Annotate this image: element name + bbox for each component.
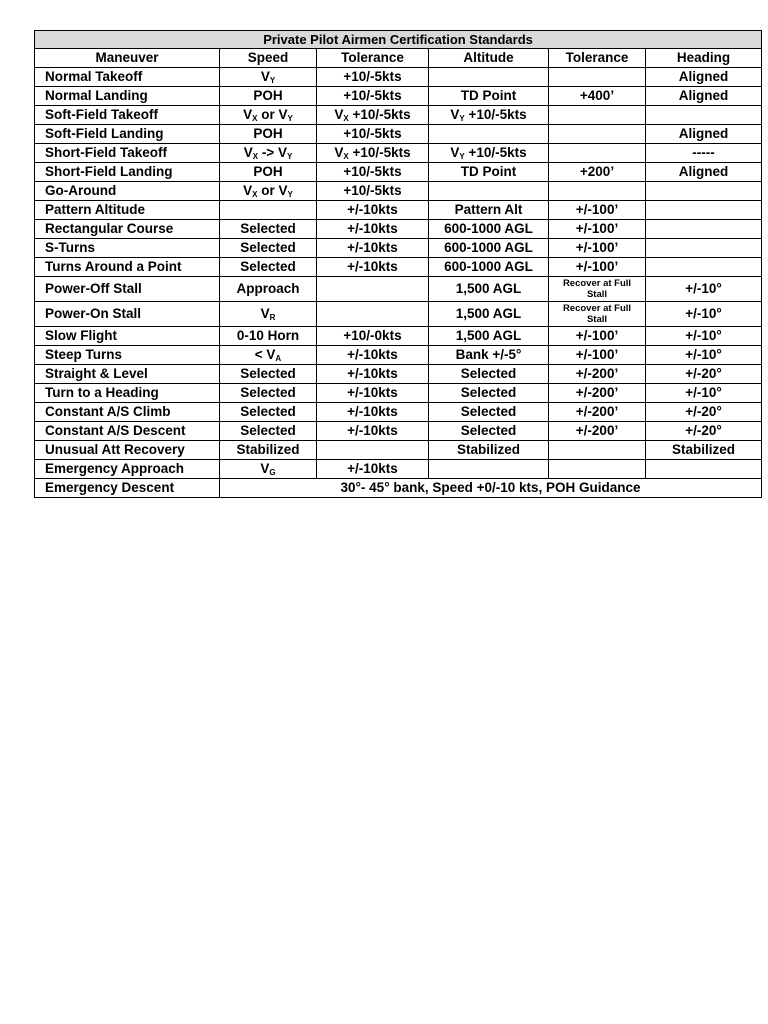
cell-speed <box>220 125 317 144</box>
cell-altitude-text: TD Point <box>460 164 517 179</box>
cell-speed <box>220 384 317 403</box>
cell-speed <box>220 460 317 479</box>
cell-altitude-tolerance <box>549 460 646 479</box>
cell-heading: +/-20° <box>646 365 762 384</box>
cell-speed-tolerance-text: V <box>334 107 344 122</box>
table-row <box>35 125 762 144</box>
cell-speed <box>220 327 317 346</box>
cell-speed-tolerance <box>317 239 429 258</box>
cell-maneuver: Turns Around a Point <box>35 258 220 277</box>
cell-heading <box>646 258 762 277</box>
cell-speed <box>220 441 317 460</box>
cell-speed-tolerance <box>317 201 429 220</box>
cell-heading: ----- <box>646 144 762 163</box>
cell-altitude-tolerance: +/-200’ <box>549 365 646 384</box>
cell-maneuver: Straight & Level <box>35 365 220 384</box>
cell-altitude <box>429 220 549 239</box>
cell-altitude <box>429 144 549 163</box>
cell-speed-subscript: R <box>269 313 276 322</box>
table-row <box>35 87 762 106</box>
cell-altitude-text: V <box>450 107 460 122</box>
cell-maneuver: Short-Field Landing <box>35 163 220 182</box>
cell-maneuver: Short-Field Takeoff <box>35 144 220 163</box>
cell-altitude <box>429 277 549 302</box>
cell-altitude <box>429 365 549 384</box>
cell-speed-tolerance-text: +10/-5kts <box>343 164 402 179</box>
cell-heading <box>646 460 762 479</box>
cell-speed-subscript: X <box>252 152 259 161</box>
cell-speed <box>220 201 317 220</box>
cell-heading: Aligned <box>646 68 762 87</box>
cell-merged-note: 30°- 45° bank, Speed +0/-10 kts, POH Guidance <box>220 479 762 498</box>
table-row <box>35 403 762 422</box>
cell-speed <box>220 68 317 87</box>
table-row <box>35 422 762 441</box>
cell-altitude-subscript: Y <box>459 152 465 161</box>
cell-speed-text: 0-10 Horn <box>236 328 300 343</box>
cell-altitude <box>429 346 549 365</box>
cell-altitude-tolerance <box>549 441 646 460</box>
cell-altitude-text: +10/-5kts <box>464 145 527 160</box>
cell-altitude-text: 1,500 AGL <box>455 328 522 343</box>
cell-speed-text: Selected <box>240 423 296 438</box>
acs-table <box>34 30 762 498</box>
cell-maneuver: Rectangular Course <box>35 220 220 239</box>
cell-altitude-text: TD Point <box>460 88 517 103</box>
cell-speed-text: POH <box>253 126 283 141</box>
cell-altitude <box>429 125 549 144</box>
cell-altitude-text: Stabilized <box>456 442 520 457</box>
cell-speed-text: V <box>243 183 253 198</box>
cell-maneuver: Constant A/S Climb <box>35 403 220 422</box>
cell-altitude-tolerance: +/-100’ <box>549 239 646 258</box>
table-row <box>35 302 762 327</box>
cell-speed-text: Selected <box>240 404 296 419</box>
cell-altitude-tolerance: +/-100’ <box>549 346 646 365</box>
cell-maneuver: Normal Landing <box>35 87 220 106</box>
cell-speed-tolerance-text: V <box>334 145 344 160</box>
cell-speed-tolerance <box>317 327 429 346</box>
cell-speed-tolerance <box>317 87 429 106</box>
cell-speed-subscript: X <box>252 114 258 123</box>
cell-altitude-text: Selected <box>460 366 517 381</box>
cell-altitude <box>429 403 549 422</box>
cell-maneuver: Go-Around <box>35 182 220 201</box>
cell-speed-text: V <box>243 107 253 122</box>
cell-speed-tolerance-text: +/-10kts <box>347 259 398 274</box>
cell-heading: Aligned <box>646 163 762 182</box>
cell-heading: +/-20° <box>646 422 762 441</box>
cell-altitude <box>429 460 549 479</box>
cell-altitude <box>429 201 549 220</box>
header-altitude-tolerance: Tolerance <box>549 49 646 68</box>
cell-speed-text: Selected <box>240 221 296 236</box>
cell-heading <box>646 106 762 125</box>
cell-maneuver: S-Turns <box>35 239 220 258</box>
cell-altitude <box>429 258 549 277</box>
cell-speed-tolerance <box>317 106 429 125</box>
header-speed: Speed <box>220 49 317 68</box>
table-row <box>35 277 762 302</box>
cell-heading <box>646 239 762 258</box>
cell-speed-text: or V <box>257 107 288 122</box>
cell-maneuver: Soft-Field Takeoff <box>35 106 220 125</box>
cell-speed-tolerance-text: +/-10kts <box>347 461 398 476</box>
cell-heading: +/-10° <box>646 277 762 302</box>
cell-maneuver: Power-Off Stall <box>35 277 220 302</box>
cell-altitude-text: 600-1000 AGL <box>444 240 533 255</box>
cell-speed <box>220 87 317 106</box>
cell-altitude-tolerance <box>549 144 646 163</box>
cell-altitude-tolerance <box>549 68 646 87</box>
cell-speed <box>220 182 317 201</box>
cell-speed-tolerance <box>317 365 429 384</box>
cell-speed <box>220 302 317 327</box>
cell-heading: Stabilized <box>646 441 762 460</box>
cell-maneuver: Normal Takeoff <box>35 68 220 87</box>
cell-altitude-text: Selected <box>460 385 517 400</box>
cell-altitude-subscript: Y <box>459 114 465 123</box>
cell-altitude-tolerance: +/-200’ <box>549 403 646 422</box>
cell-speed-tolerance-text: +/-10kts <box>347 366 398 381</box>
cell-speed-subscript: A <box>275 354 282 363</box>
table-row <box>35 327 762 346</box>
cell-speed-tolerance-text: +10/-5kts <box>343 183 402 198</box>
table-body <box>35 68 762 498</box>
table-row <box>35 384 762 403</box>
cell-speed-text: V <box>260 461 270 476</box>
cell-speed <box>220 106 317 125</box>
cell-altitude-text: Selected <box>460 404 517 419</box>
cell-speed-tolerance-text: +10/-5kts <box>348 107 411 122</box>
cell-speed-tolerance <box>317 220 429 239</box>
table-row <box>35 460 762 479</box>
cell-altitude <box>429 422 549 441</box>
cell-speed-text: Selected <box>240 240 296 255</box>
cell-speed-tolerance-text: +/-10kts <box>347 347 398 362</box>
cell-speed-subscript: Y <box>287 190 293 199</box>
cell-speed-text: Selected <box>240 366 296 381</box>
cell-speed <box>220 403 317 422</box>
cell-altitude-tolerance: +/-100’ <box>549 327 646 346</box>
table-row <box>35 479 762 498</box>
cell-speed-tolerance <box>317 422 429 441</box>
table-row <box>35 201 762 220</box>
cell-speed-tolerance-text: +/-10kts <box>347 202 398 217</box>
cell-altitude-tolerance: Recover at Full Stall <box>549 302 646 327</box>
cell-speed-tolerance <box>317 182 429 201</box>
cell-speed-tolerance <box>317 277 429 302</box>
cell-heading: +/-10° <box>646 346 762 365</box>
cell-altitude <box>429 441 549 460</box>
cell-altitude-tolerance: +/-200’ <box>549 422 646 441</box>
cell-heading <box>646 182 762 201</box>
cell-speed-tolerance <box>317 384 429 403</box>
cell-speed-tolerance <box>317 163 429 182</box>
cell-altitude-tolerance <box>549 182 646 201</box>
cell-maneuver: Steep Turns <box>35 346 220 365</box>
cell-speed-text: V <box>260 69 270 84</box>
cell-maneuver: Pattern Altitude <box>35 201 220 220</box>
cell-altitude-tolerance: +/-200’ <box>549 384 646 403</box>
cell-speed-tolerance <box>317 68 429 87</box>
cell-maneuver: Emergency Descent <box>35 479 220 498</box>
cell-speed <box>220 365 317 384</box>
cell-speed-text: -> V <box>258 145 287 160</box>
cell-speed-text: Stabilized <box>236 442 300 457</box>
cell-maneuver: Soft-Field Landing <box>35 125 220 144</box>
cell-altitude-text: Selected <box>460 423 517 438</box>
header-heading: Heading <box>646 49 762 68</box>
cell-heading: +/-10° <box>646 302 762 327</box>
table-row <box>35 163 762 182</box>
cell-speed-tolerance-text: +/-10kts <box>347 240 398 255</box>
table-row <box>35 182 762 201</box>
cell-maneuver: Power-On Stall <box>35 302 220 327</box>
cell-speed <box>220 277 317 302</box>
cell-speed-text: V <box>243 145 253 160</box>
cell-altitude-text: 600-1000 AGL <box>444 221 533 236</box>
cell-speed-tolerance-subscript: X <box>343 152 349 161</box>
cell-speed-tolerance-text: +10/-0kts <box>343 328 402 343</box>
cell-altitude-text: Pattern Alt <box>454 202 523 217</box>
cell-speed-text: V <box>260 306 270 321</box>
cell-heading <box>646 220 762 239</box>
table-row <box>35 258 762 277</box>
cell-speed-subscript: X <box>252 190 258 199</box>
cell-altitude-tolerance <box>549 125 646 144</box>
cell-speed-tolerance <box>317 441 429 460</box>
table-row <box>35 239 762 258</box>
cell-speed-text: Selected <box>240 259 296 274</box>
cell-speed-text: POH <box>253 88 283 103</box>
cell-maneuver: Emergency Approach <box>35 460 220 479</box>
cell-altitude <box>429 163 549 182</box>
cell-speed-text: < V <box>254 347 276 362</box>
cell-maneuver: Slow Flight <box>35 327 220 346</box>
cell-speed-tolerance-text: +10/-5kts <box>343 88 402 103</box>
cell-speed-tolerance <box>317 460 429 479</box>
cell-speed-tolerance-text: +/-10kts <box>347 423 398 438</box>
cell-altitude-tolerance: +400’ <box>549 87 646 106</box>
cell-speed <box>220 163 317 182</box>
cell-altitude-text: +10/-5kts <box>464 107 527 122</box>
table-row <box>35 144 762 163</box>
table-row <box>35 106 762 125</box>
cell-speed-tolerance <box>317 258 429 277</box>
cell-speed <box>220 422 317 441</box>
cell-maneuver: Constant A/S Descent <box>35 422 220 441</box>
table-row <box>35 220 762 239</box>
cell-speed-tolerance-text: +/-10kts <box>347 385 398 400</box>
cell-altitude <box>429 182 549 201</box>
cell-speed <box>220 239 317 258</box>
cell-speed-text: Approach <box>236 281 300 296</box>
cell-speed-subscript: Y <box>286 152 293 161</box>
cell-speed-text: or V <box>257 183 288 198</box>
cell-speed-tolerance <box>317 403 429 422</box>
cell-speed <box>220 258 317 277</box>
cell-altitude <box>429 87 549 106</box>
cell-heading: Aligned <box>646 87 762 106</box>
cell-speed-tolerance-text: +10/-5kts <box>343 69 402 84</box>
cell-altitude-text: 1,500 AGL <box>455 306 522 321</box>
cell-altitude <box>429 384 549 403</box>
cell-altitude <box>429 68 549 87</box>
cell-altitude-tolerance <box>549 106 646 125</box>
cell-altitude-tolerance: +/-100’ <box>549 201 646 220</box>
cell-altitude-text: Bank +/-5° <box>455 347 522 362</box>
cell-speed <box>220 144 317 163</box>
table-row <box>35 68 762 87</box>
cell-altitude-tolerance: +/-100’ <box>549 258 646 277</box>
cell-speed-tolerance-text: +10/-5kts <box>348 145 411 160</box>
cell-speed-subscript: Y <box>269 76 276 85</box>
cell-speed <box>220 220 317 239</box>
cell-speed-tolerance <box>317 302 429 327</box>
cell-altitude-tolerance: +/-100’ <box>549 220 646 239</box>
cell-speed <box>220 346 317 365</box>
cell-heading: +/-20° <box>646 403 762 422</box>
cell-speed-tolerance <box>317 346 429 365</box>
cell-altitude <box>429 327 549 346</box>
table-title: Private Pilot Airmen Certification Standards <box>35 31 762 49</box>
cell-heading <box>646 201 762 220</box>
cell-speed-subscript: G <box>269 468 276 477</box>
cell-altitude-text: V <box>450 145 460 160</box>
cell-heading: Aligned <box>646 125 762 144</box>
cell-speed-subscript: Y <box>287 114 293 123</box>
cell-speed-tolerance-text: +10/-5kts <box>343 126 402 141</box>
cell-altitude-tolerance: Recover at Full Stall <box>549 277 646 302</box>
cell-altitude-text: 1,500 AGL <box>455 281 522 296</box>
header-maneuver: Maneuver <box>35 49 220 68</box>
cell-altitude <box>429 106 549 125</box>
table-row <box>35 346 762 365</box>
table-row <box>35 365 762 384</box>
cell-speed-tolerance-subscript: X <box>343 114 349 123</box>
cell-speed-tolerance <box>317 125 429 144</box>
cell-maneuver: Turn to a Heading <box>35 384 220 403</box>
cell-altitude-tolerance: +200’ <box>549 163 646 182</box>
cell-heading: +/-10° <box>646 384 762 403</box>
cell-speed-tolerance-text: +/-10kts <box>347 404 398 419</box>
header-speed-tolerance: Tolerance <box>317 49 429 68</box>
header-altitude: Altitude <box>429 49 549 68</box>
cell-heading: +/-10° <box>646 327 762 346</box>
cell-speed-tolerance-text: +/-10kts <box>347 221 398 236</box>
cell-maneuver: Unusual Att Recovery <box>35 441 220 460</box>
cell-speed-text: POH <box>253 164 283 179</box>
table-row <box>35 441 762 460</box>
cell-altitude-text: 600-1000 AGL <box>444 259 533 274</box>
cell-altitude <box>429 302 549 327</box>
cell-altitude <box>429 239 549 258</box>
cell-speed-text: Selected <box>240 385 296 400</box>
cell-speed-tolerance <box>317 144 429 163</box>
